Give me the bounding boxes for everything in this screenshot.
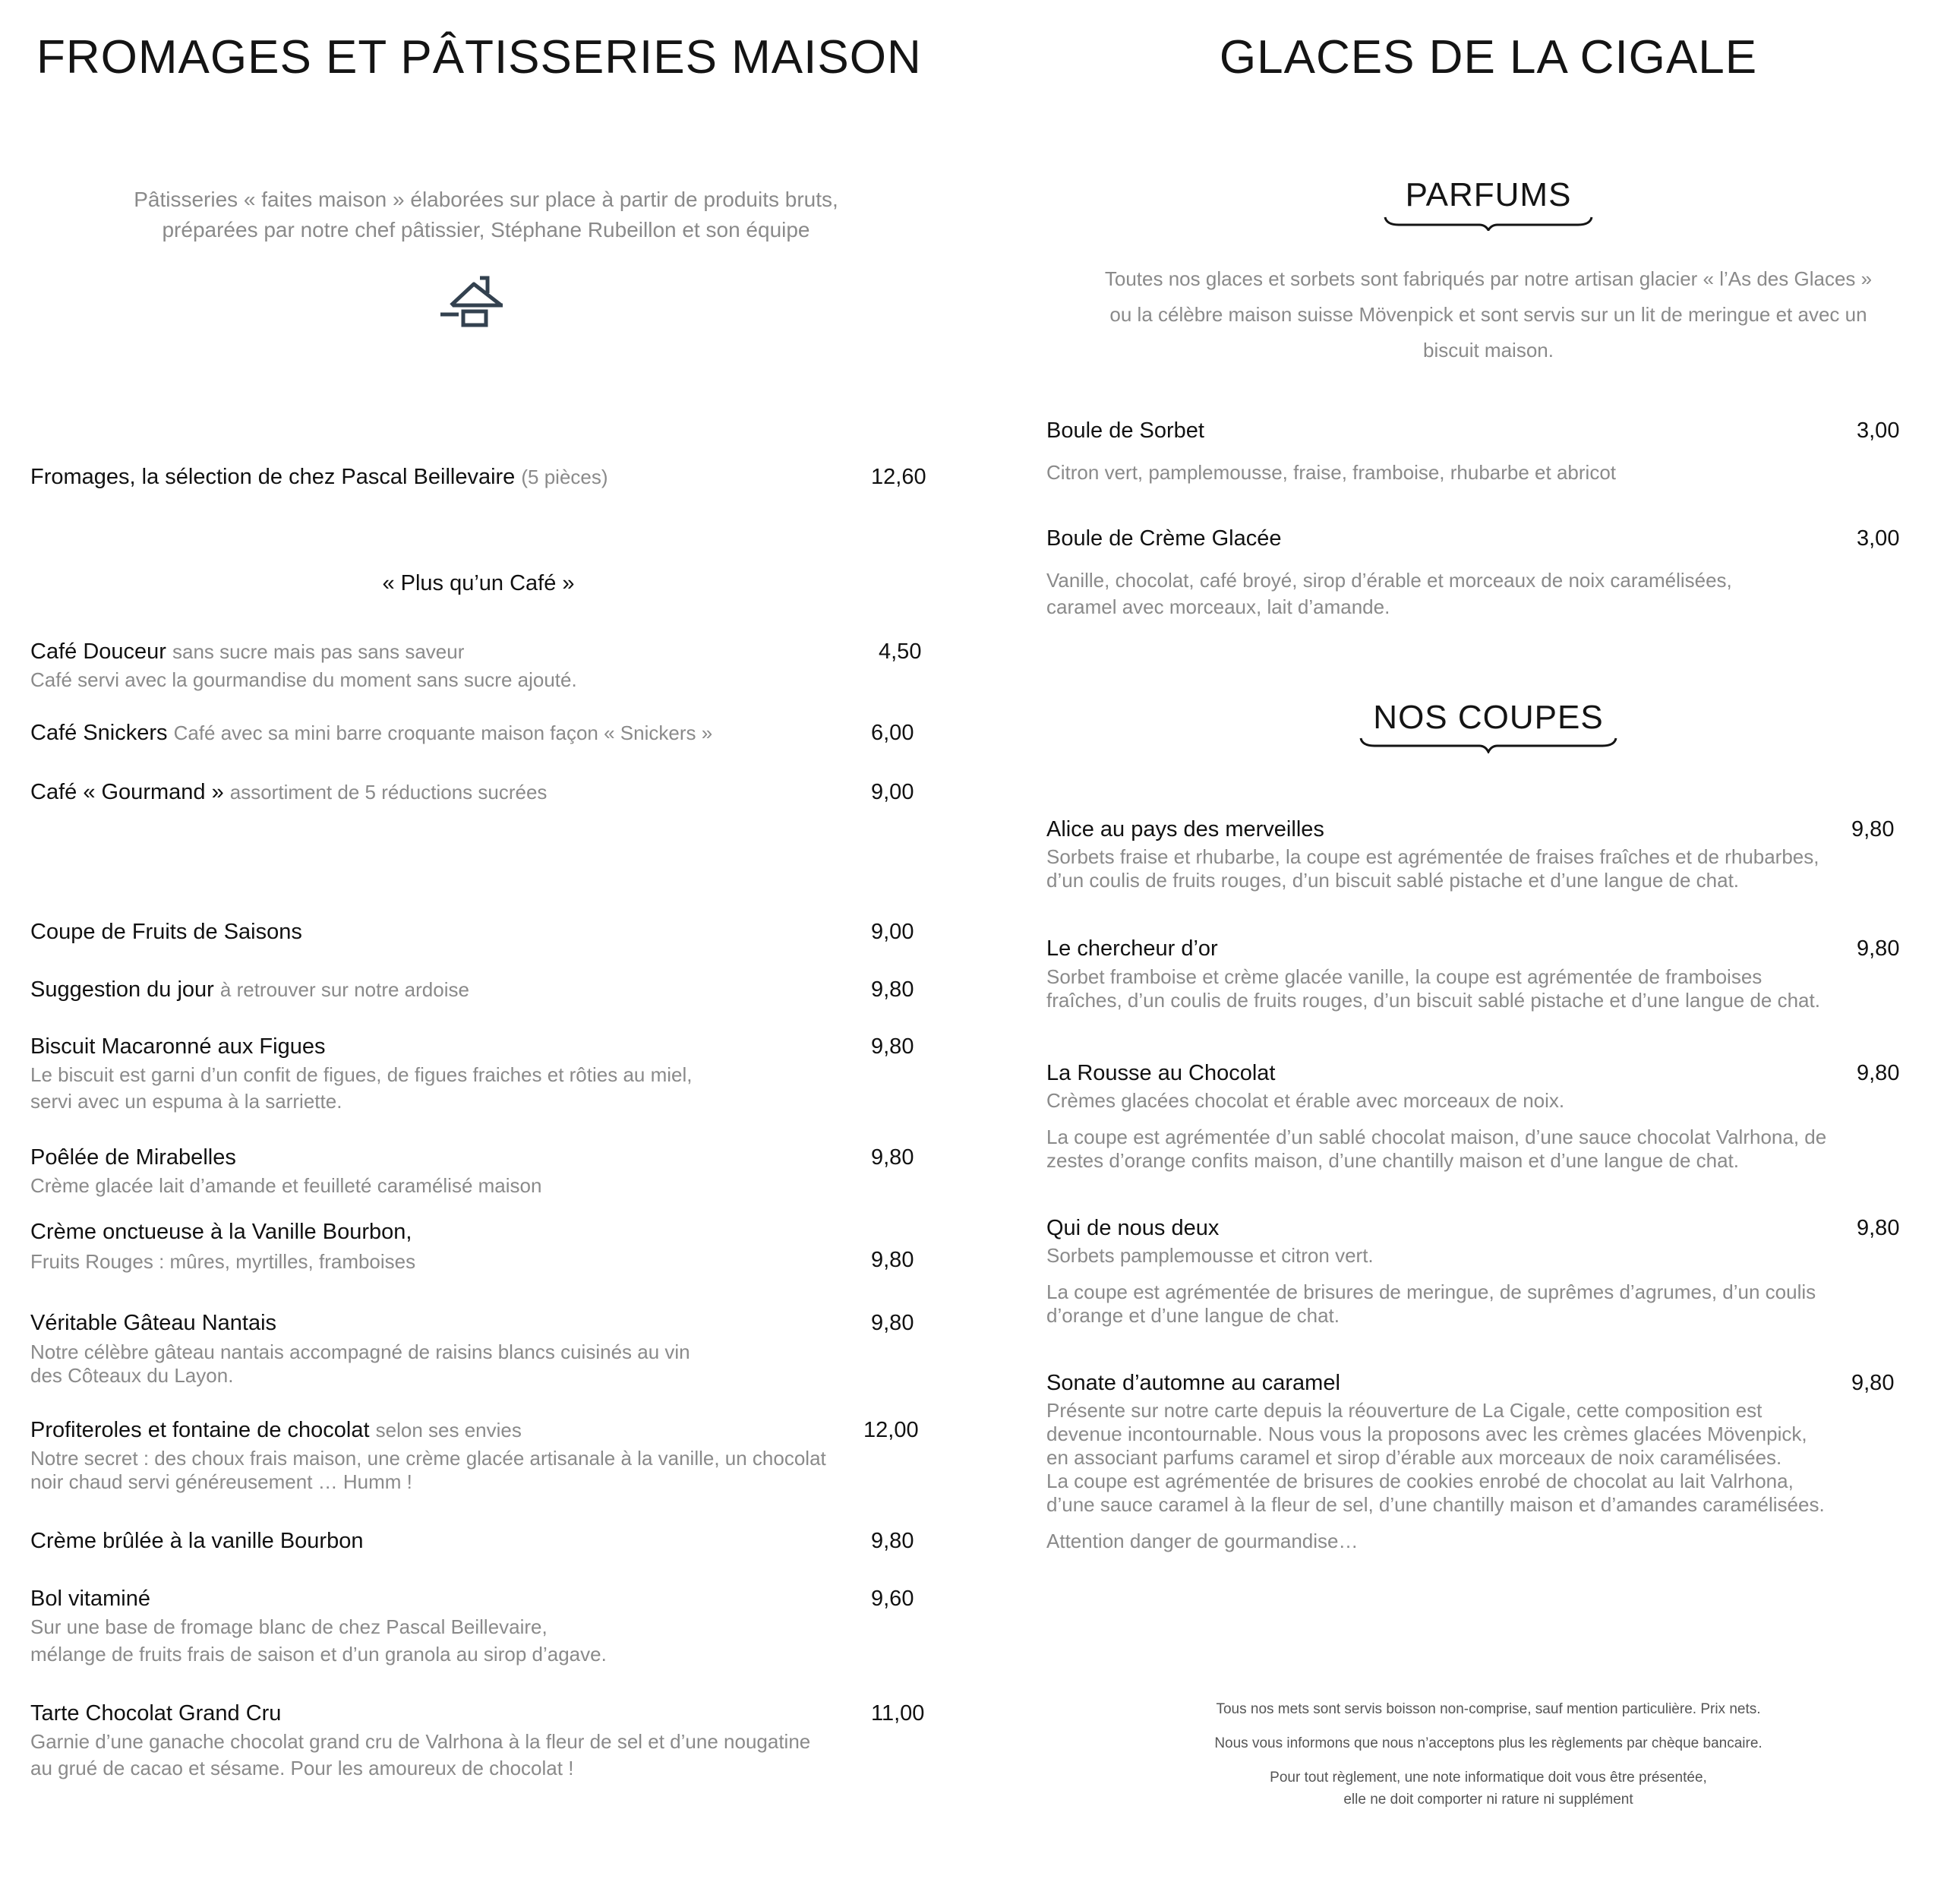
- item-price: 9,80: [1851, 817, 1895, 841]
- cafe-heading: « Plus qu’un Café »: [382, 571, 575, 595]
- item-price: 9,80: [1857, 1216, 1900, 1240]
- item-price: 11,00: [871, 1701, 925, 1726]
- description-line: Vanille, chocolat, café broyé, sirop d’érable et morceaux de noix caramélisées,: [1046, 569, 1732, 592]
- brace-ornament-icon: [1382, 216, 1595, 231]
- left-page-title: FROMAGES ET PÂTISSERIES MAISON: [36, 31, 922, 84]
- item-name: Suggestion du jour: [30, 977, 214, 1002]
- description-line: fraîches, d’un coulis de fruits rouges, d’un biscuit sablé pistache et d’une langue de chat.: [1046, 989, 1820, 1012]
- item-price: 9,80: [871, 1529, 914, 1553]
- description-line: zestes d’orange confits maison, d’une chantilly maison et d’une langue de chat.: [1046, 1149, 1740, 1172]
- patisserie-intro: [30, 185, 942, 245]
- item-name: Café Douceur: [30, 639, 166, 664]
- item-name: Biscuit Macaronné aux Figues: [30, 1034, 326, 1059]
- item-description: Fruits Rouges : mûres, myrtilles, framboises: [30, 1250, 416, 1273]
- item-name: Crème brûlée à la vanille Bourbon: [30, 1529, 364, 1553]
- item-name: Le chercheur d’or: [1046, 936, 1218, 961]
- intro-line: préparées par notre chef pâtissier, Stéphane Rubeillon et son équipe: [162, 218, 810, 242]
- fait-maison-house-icon: [440, 275, 509, 330]
- description-line: La coupe est agrémentée de brisures de meringue, de suprêmes d’agrumes, d’un coulis: [1046, 1280, 1816, 1303]
- menu-item-name: [30, 639, 464, 665]
- intro-line: ou la célèbre maison suisse Mövenpick et sont servis sur un lit de meringue et avec un: [1109, 303, 1867, 326]
- item-price: 9,80: [871, 1034, 914, 1059]
- menu-item-name: [30, 977, 469, 1003]
- item-description: [1046, 1399, 1825, 1553]
- description-line: en associant parfums caramel et sirop d’érable aux morceaux de noix caramélisées.: [1046, 1446, 1782, 1469]
- item-description: Crème glacée lait d’amande et feuilleté caramélisé maison: [30, 1174, 542, 1197]
- item-name: Sonate d’automne au caramel: [1046, 1371, 1340, 1395]
- item-name: Crème onctueuse à la Vanille Bourbon,: [30, 1220, 412, 1244]
- item-description: [1046, 845, 1819, 892]
- item-description: [30, 1730, 810, 1780]
- item-name: Qui de nous deux: [1046, 1216, 1220, 1240]
- description-line: d’une sauce caramel à la fleur de sel, d’une chantilly maison et d’amandes caramélisées.: [1046, 1493, 1825, 1516]
- item-price: 9,00: [871, 780, 914, 804]
- item-description: [1046, 1089, 1826, 1173]
- description-line: Notre célèbre gâteau nantais accompagné de raisins blancs cuisinés au vin: [30, 1340, 690, 1363]
- description-line: d’orange et d’une langue de chat.: [1046, 1304, 1340, 1327]
- cheese-item: [30, 465, 608, 490]
- item-price: 6,00: [871, 721, 914, 745]
- item-price: 9,60: [871, 1587, 914, 1611]
- description-line: Garnie d’une ganache chocolat grand cru de Valrhona à la fleur de sel et d’une nougatine: [30, 1730, 811, 1753]
- coupes-heading: NOS COUPES: [1373, 699, 1604, 736]
- item-price: 9,80: [871, 1145, 914, 1170]
- legal-note: Pour tout règlement, une note informatique doit vous être présentée,: [1270, 1770, 1707, 1786]
- item-price: 9,80: [871, 1311, 914, 1335]
- description-line: Présente sur notre carte depuis la réouverture de La Cigale, cette composition est: [1046, 1399, 1763, 1422]
- description-line: d’un coulis de fruits rouges, d’un biscuit sablé pistache et d’une langue de chat.: [1046, 869, 1740, 892]
- menu-item-name: [30, 721, 712, 746]
- item-name: Bol vitaminé: [30, 1587, 150, 1611]
- description-line: La coupe est agrémentée de brisures de cookies enrobé de chocolat au lait Valrhona,: [1046, 1470, 1794, 1492]
- item-note: à retrouver sur notre ardoise: [219, 978, 469, 1001]
- item-price: 12,60: [871, 465, 926, 489]
- intro-line: Pâtisseries « faites maison » élaborées sur place à partir de produits bruts,: [134, 188, 838, 211]
- intro-line: biscuit maison.: [1423, 339, 1554, 362]
- item-price: 9,80: [1857, 1061, 1900, 1085]
- item-description: Café servi avec la gourmandise du moment sans sucre ajouté.: [30, 668, 577, 691]
- item-note: (5 pièces): [521, 466, 608, 488]
- item-name: Alice au pays des merveilles: [1046, 817, 1324, 841]
- description-line: des Côteaux du Layon.: [30, 1364, 234, 1387]
- item-description: [30, 1615, 607, 1666]
- description-line: Sorbets pamplemousse et citron vert.: [1046, 1244, 1374, 1267]
- right-page-title: GLACES DE LA CIGALE: [1219, 31, 1758, 84]
- item-price: 9,80: [1851, 1371, 1895, 1395]
- item-price: 3,00: [1857, 418, 1900, 443]
- item-name: Profiteroles et fontaine de chocolat: [30, 1418, 370, 1442]
- item-price: 9,80: [871, 1248, 914, 1272]
- item-description: [30, 1447, 826, 1494]
- description-line: au grué de cacao et sésame. Pour les amoureux de chocolat !: [30, 1757, 574, 1779]
- item-name: Café « Gourmand »: [30, 780, 224, 804]
- item-note: selon ses envies: [375, 1419, 522, 1441]
- description-line: noir chaud servi généreusement … Humm !: [30, 1470, 412, 1493]
- item-description: [30, 1063, 692, 1113]
- item-price: 9,00: [871, 920, 914, 944]
- item-name: Fromages, la sélection de chez Pascal Beillevaire: [30, 465, 516, 489]
- item-description: [1046, 1244, 1816, 1328]
- item-description: [1046, 569, 1732, 619]
- item-description: [30, 1340, 690, 1388]
- item-note: Café avec sa mini barre croquante maison façon « Snickers »: [173, 721, 713, 744]
- brace-ornament-icon: [1358, 737, 1619, 753]
- item-name: Véritable Gâteau Nantais: [30, 1311, 277, 1335]
- item-name: Coupe de Fruits de Saisons: [30, 920, 302, 944]
- description-line: Sur une base de fromage blanc de chez Pascal Beillevaire,: [30, 1615, 548, 1638]
- menu-item-name: [30, 1418, 522, 1443]
- description-line: devenue incontournable. Nous vous la proposons avec les crèmes glacées Mövenpick,: [1046, 1422, 1807, 1445]
- legal-notes: [1086, 1698, 1891, 1811]
- item-description: Citron vert, pamplemousse, fraise, framboise, rhubarbe et abricot: [1046, 461, 1617, 484]
- item-description: [1046, 965, 1820, 1012]
- item-name: Boule de Sorbet: [1046, 418, 1204, 443]
- item-name: Café Snickers: [30, 721, 168, 745]
- description-line: Le biscuit est garni d’un confit de figues, de figues fraiches et rôties au miel,: [30, 1063, 693, 1086]
- intro-line: Toutes nos glaces et sorbets sont fabriqués par notre artisan glacier « l’As des Glaces »: [1104, 267, 1873, 290]
- item-name: Tarte Chocolat Grand Cru: [30, 1701, 282, 1726]
- description-line: La coupe est agrémentée d’un sablé chocolat maison, d’une sauce chocolat Valrhona, de: [1046, 1126, 1827, 1148]
- item-note: assortiment de 5 réductions sucrées: [229, 781, 548, 804]
- description-line: Notre secret : des choux frais maison, une crème glacée artisanale à la vanille, un chocolat: [30, 1447, 826, 1470]
- parfums-intro: [1040, 261, 1936, 368]
- description-line: servi avec un espuma à la sarriette.: [30, 1090, 342, 1113]
- item-price: 4,50: [879, 639, 922, 664]
- item-price: 12,00: [863, 1418, 919, 1442]
- legal-note: Tous nos mets sont servis boisson non-comprise, sauf mention particulière. Prix nets.: [1216, 1701, 1761, 1717]
- description-line: Sorbets fraise et rhubarbe, la coupe est agrémentée de fraises fraîches et de rhubarbes,: [1046, 845, 1819, 868]
- item-name: La Rousse au Chocolat: [1046, 1061, 1276, 1085]
- description-line: Sorbet framboise et crème glacée vanille, la coupe est agrémentée de framboises: [1046, 965, 1763, 988]
- description-line: Attention danger de gourmandise…: [1046, 1530, 1359, 1552]
- item-note: sans sucre mais pas sans saveur: [172, 640, 465, 663]
- legal-note: Nous vous informons que nous n’acceptons plus les règlements par chèque bancaire.: [1214, 1735, 1763, 1751]
- legal-note: elle ne doit comporter ni rature ni supplément: [1343, 1792, 1633, 1808]
- description-line: caramel avec morceaux, lait d’amande.: [1046, 595, 1390, 618]
- item-name: Boule de Crème Glacée: [1046, 526, 1282, 551]
- item-price: 9,80: [1857, 936, 1900, 961]
- menu-item-name: [30, 780, 547, 805]
- item-price: 3,00: [1857, 526, 1900, 551]
- item-price: 9,80: [871, 977, 914, 1002]
- description-line: Crèmes glacées chocolat et érable avec morceaux de noix.: [1046, 1089, 1565, 1112]
- item-name: Poêlée de Mirabelles: [30, 1145, 236, 1170]
- parfums-heading: PARFUMS: [1405, 176, 1572, 213]
- description-line: mélange de fruits frais de saison et d’un granola au sirop d’agave.: [30, 1643, 607, 1666]
